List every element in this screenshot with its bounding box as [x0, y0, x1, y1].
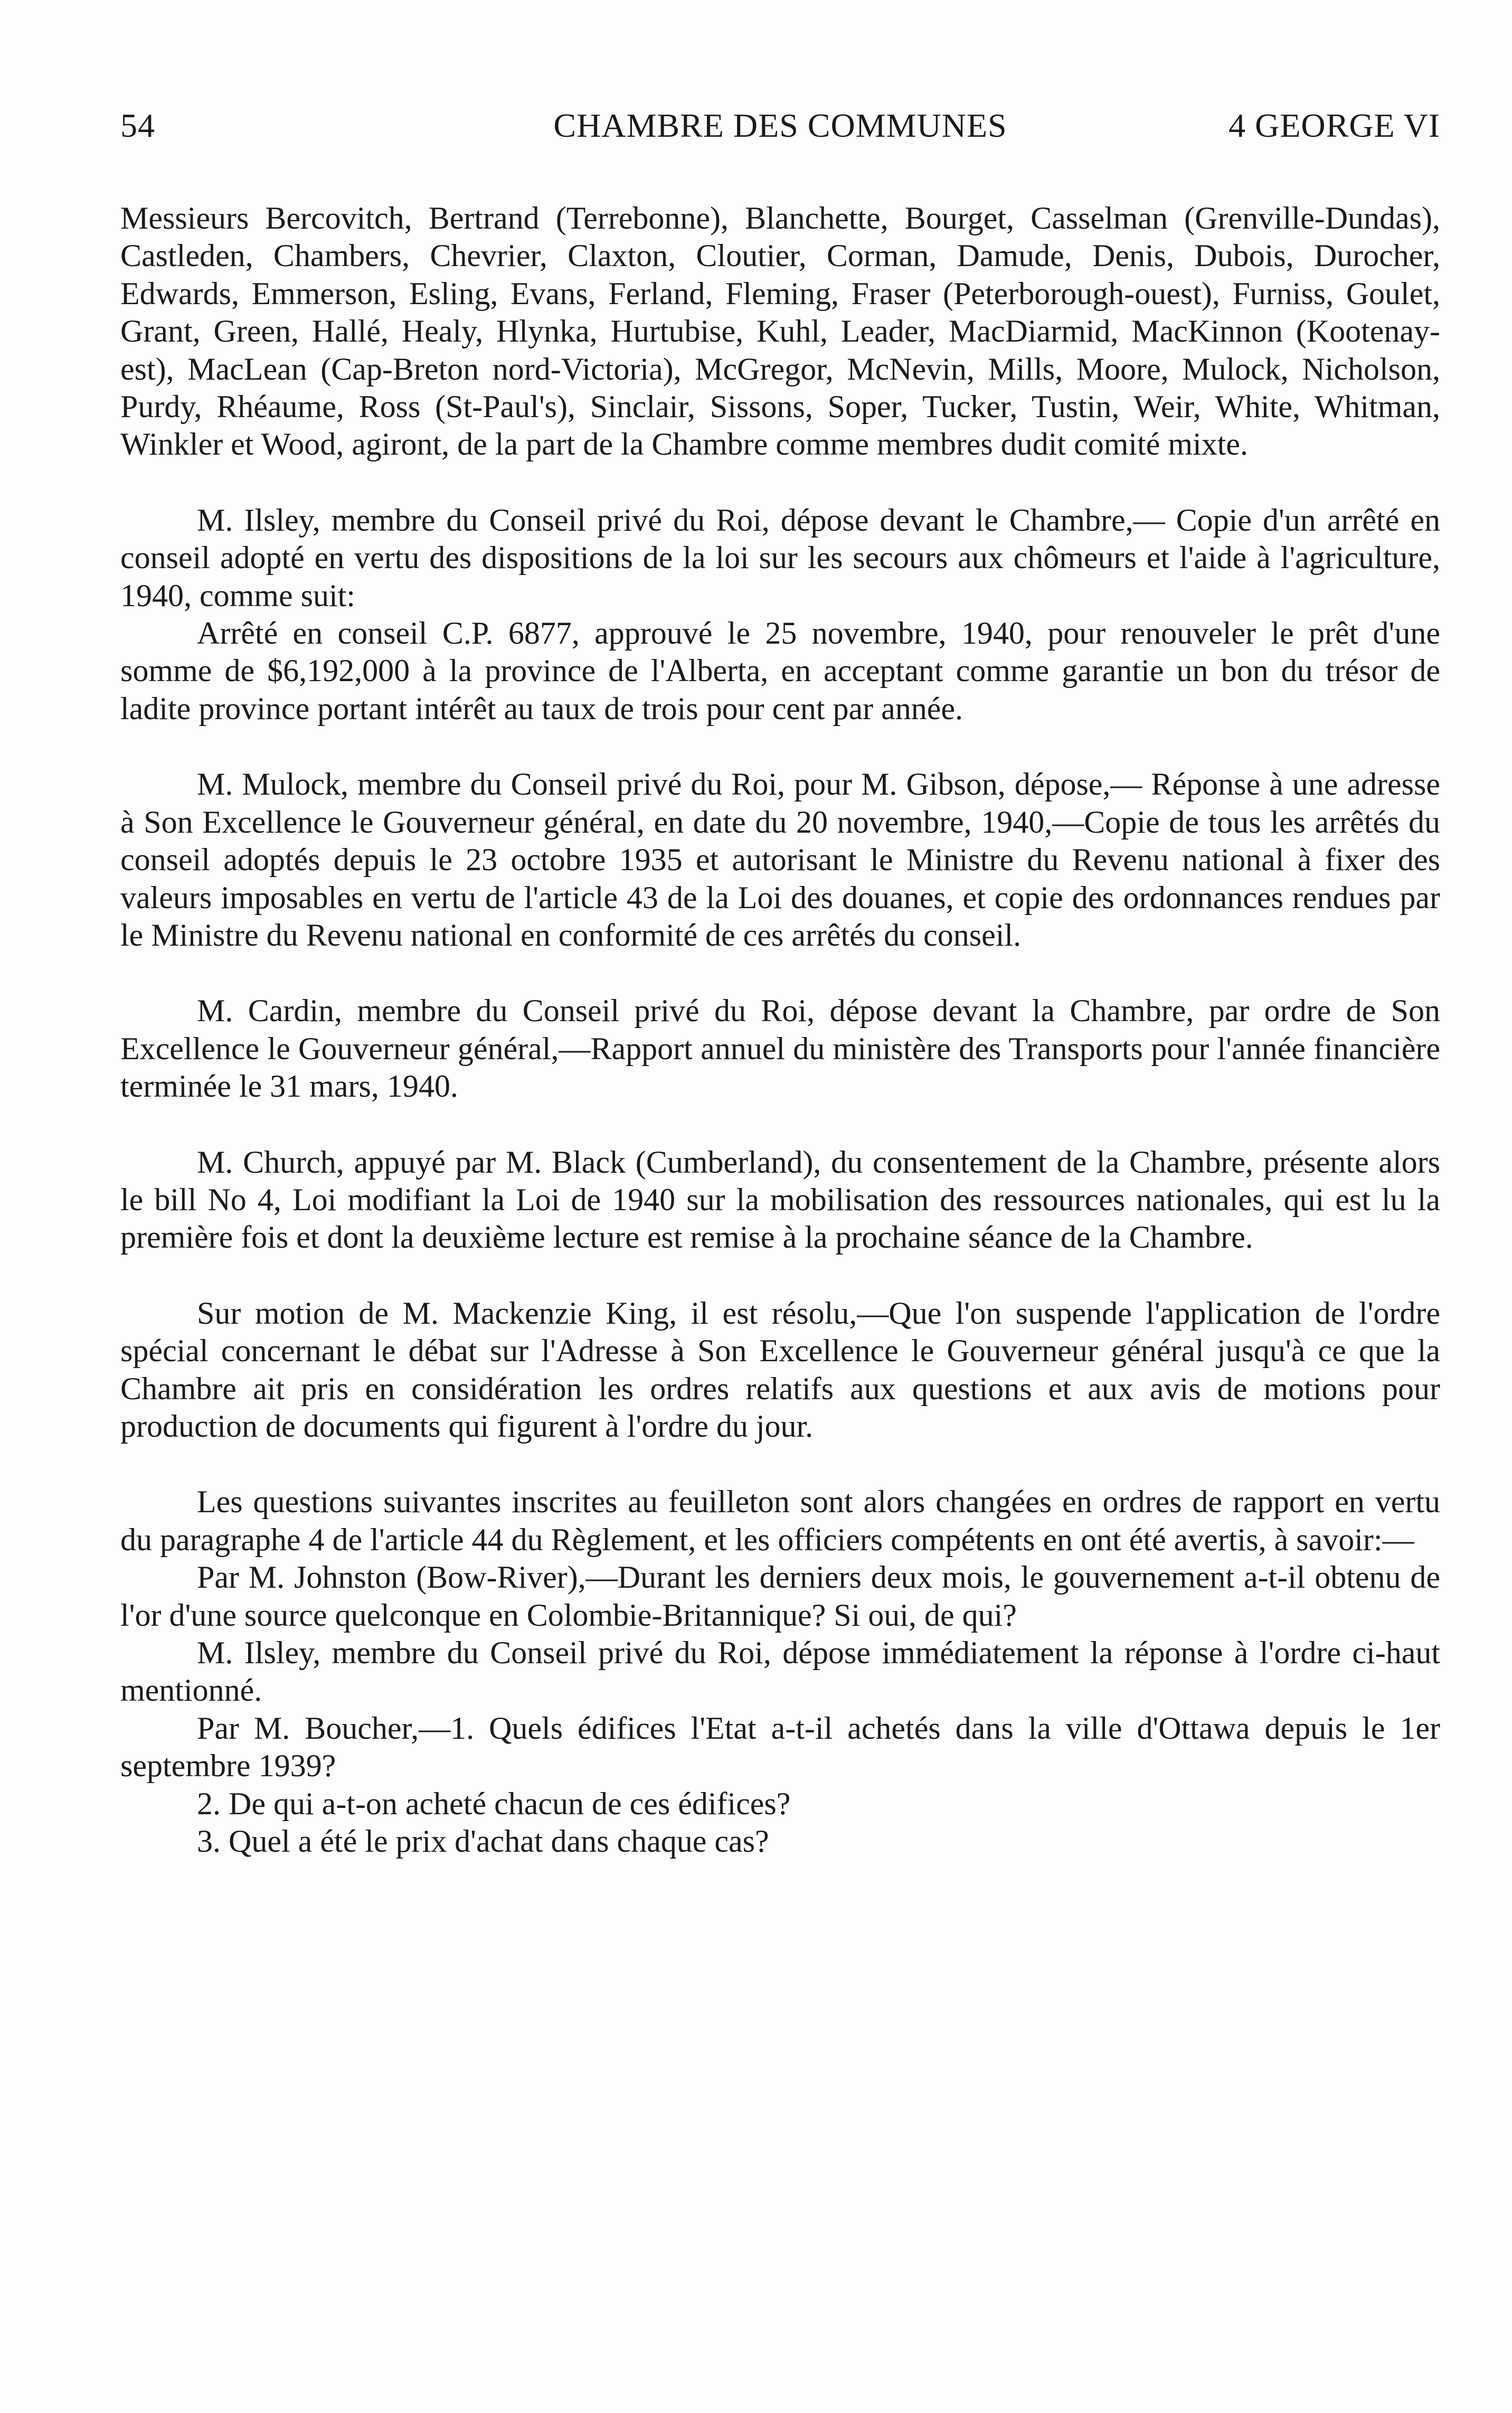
- paragraph-church-bill: M. Church, appuyé par M. Black (Cumberland), du consentement de la Chambre, présente alors le bill No 4, Loi modifiant la Loi de 1940 sur la mobilisation des ressources nationales, qui est lu la première fois et dont la deuxième lecture est remise à la prochaine séance de la Chambre.: [120, 1144, 1440, 1255]
- paragraph-boucher-question-1: Par M. Boucher,—1. Quels édifices l'Etat a-t-il achetés dans la ville d'Ottawa depuis le 1er septembre 1939?: [120, 1710, 1440, 1784]
- paragraph-questions-intro: Les questions suivantes inscrites au feuilleton sont alors changées en ordres de rapport en vertu du paragraphe 4 de l'article 44 du Règlement, et les officiers compétents en ont été avertis, à savoir:—: [120, 1484, 1440, 1557]
- paragraph-boucher-question-3: 3. Quel a été le prix d'achat dans chaque cas?: [197, 1824, 769, 1859]
- paragraph-cardin-deposit: M. Cardin, membre du Conseil privé du Roi, dépose devant la Chambre, par ordre de Son Excellence le Gouverneur général,—Rapport annuel du ministère des Transports pour l'année financière terminée le 31 mars, 1940.: [120, 993, 1440, 1104]
- paragraph-committee-members: Messieurs Bercovitch, Bertrand (Terrebonne), Blanchette, Bourget, Casselman (Grenville-Dundas), Castleden, Chambers, Chevrier, Claxton, Cloutier, Corman, Damude, Denis, Dubois, Durocher, Edwards, Emmerson, Esling, Evans, Ferland, Fleming, Fraser (Peterborough-ouest), Furniss, Goulet, Grant, Green, Hallé, Healy, Hlynka, Hurtubise, Kuhl, Leader, MacDiarmid, MacKinnon (Kootenay-est), MacLean (Cap-Breton nord-Victoria), McGregor, McNevin, Mills, Moore, Mulock, Nicholson, Purdy, Rhéaume, Ross (St-Paul's), Sinclair, Sissons, Soper, Tucker, Tustin, Weir, White, Whitman, Winkler et Wood, agiront, de la part de la Chambre comme membres dudit comité mixte.: [120, 201, 1440, 462]
- paragraph-ilsley-deposit: M. Ilsley, membre du Conseil privé du Roi, dépose devant le Chambre,— Copie d'un arrêté en conseil adopté en vertu des dispositions de la loi sur les secours aux chômeurs et l'aide à l'agriculture, 1940, comme suit:: [120, 502, 1440, 613]
- page-number: 54: [120, 107, 155, 144]
- body-text: [120, 200, 1440, 1860]
- paragraph-ilsley-answer: M. Ilsley, membre du Conseil privé du Roi, dépose immédiatement la réponse à l'ordre ci-haut mentionné.: [120, 1635, 1440, 1708]
- paragraph-order-in-council: Arrêté en conseil C.P. 6877, approuvé le 25 novembre, 1940, pour renouveler le prêt d'une somme de $6,192,000 à la province de l'Alberta, en acceptant comme garantie un bon du trésor de ladite province portant intérêt au taux de trois pour cent par année.: [120, 616, 1440, 726]
- paragraph-johnston-question: Par M. Johnston (Bow-River),—Durant les derniers deux mois, le gouvernement a-t-il obtenu de l'or d'une source quelconque en Colombie-Britannique? Si oui, de qui?: [120, 1560, 1440, 1633]
- paragraph-mulock-deposit: M. Mulock, membre du Conseil privé du Roi, pour M. Gibson, dépose,— Réponse à une adresse à Son Excellence le Gouverneur général, en date du 20 novembre, 1940,—Copie de tous les arrêtés du conseil adoptés depuis le 23 octobre 1935 et autorisant le Ministre du Revenu national à fixer des valeurs imposables en vertu de l'article 43 de la Loi des douanes, et copie des ordonnances rendues par le Ministre du Revenu national en conformité de ces arrêtés du conseil.: [120, 767, 1440, 953]
- page-title: CHAMBRE DES COMMUNES: [553, 107, 1007, 144]
- paragraph-mackenzie-king-motion: Sur motion de M. Mackenzie King, il est résolu,—Que l'on suspende l'application de l'ordre spécial concernant le débat sur l'Adresse à Son Excellence le Gouverneur général jusqu'à ce que la Chambre ait pris en considération les ordres relatifs aux questions et aux avis de motions pour production de documents qui figurent à l'ordre du jour.: [120, 1295, 1440, 1444]
- regnal-year: 4 GEORGE VI: [1228, 107, 1440, 144]
- paragraph-boucher-question-2: 2. De qui a-t-on acheté chacun de ces édifices?: [197, 1786, 791, 1821]
- page-header: [120, 105, 1440, 147]
